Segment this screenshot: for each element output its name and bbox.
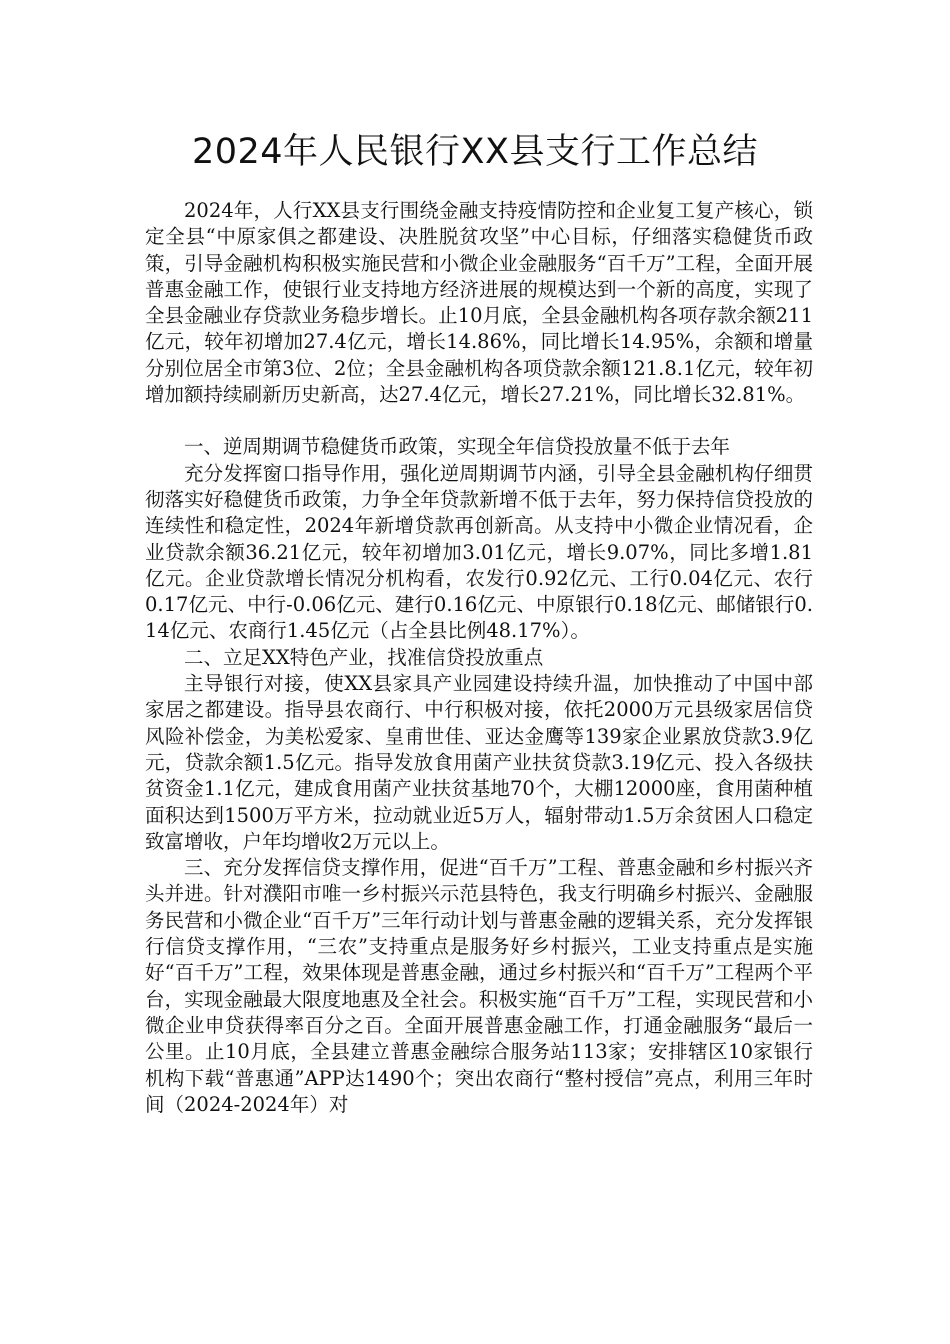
section-1-paragraph: 充分发挥窗口指导作用，强化逆周期调节内涵，引导全县金融机构仔细贯彻落实好稳健货币政策，力争全年贷款新增不低于去年，努力保持信贷投放的连续性和稳定性，2024年新增贷款再创新高。从支持中小微企业情况看，企业贷款余额36.21亿元，较年初增加3.01亿元，增长9.07%，同比多增1.81亿元。企业贷款增长情况分机构看，农发行0.92亿元、工行0.04亿元、农行0.17亿元、中行-0.06亿元、建行0.16亿元、中原银行0.18亿元、邮储银行0.14亿元、农商行1.45亿元（占全县比例48.17%）。 xyxy=(145,461,813,643)
section-2-paragraph: 主导银行对接，使XX县家具产业园建设持续升温，加快推动了中国中部家居之都建设。指导县农商行、中行积极对接，依托2000万元县级家居信贷风险补偿金，为美松爱家、皇甫世佳、亚达金鹰等139家企业累放贷款3.9亿元，贷款余额1.5亿元。指导发放食用菌产业扶贫贷款3.19亿元、投入各级扶贫资金1.1亿元，建成食用菌产业扶贫基地70个，大棚12000座，食用菌种植面积达到1500万平方米，拉动就业近5万人，辐射带动1.5万余贫困人口稳定致富增收，户年均增收2万元以上。 xyxy=(145,672,813,853)
intro-paragraph: 2024年，人行XX县支行围绕金融支持疫情防控和企业复工复产核心，锁定全县“中原家俱之都建设、决胜脱贫攻坚”中心目标，仔细落实稳健货币政策，引导金融机构积极实施民营和小微企业金融服务“百千万”工程，全面开展普惠金融工作，使银行业支持地方经济进展的规模达到一个新的高度，实现了全县金融业存贷款业务稳步增长。止10月底，全县金融机构各项存款余额211亿元，较年初增加27.4亿元，增长14.86%，同比增长14.95%，余额和增量分别位居全市第3位、2位；全县金融机构各项贷款余额121.8.1亿元，较年初增加额持续刷新历史新高，达27.4亿元，增长27.21%，同比增长32.81%。 xyxy=(145,199,813,407)
document-title: 2024年人民银行XX县支行工作总结 xyxy=(191,132,759,172)
section-heading-1: 一、逆周期调节稳健货币政策，实现全年信贷投放量不低于去年 xyxy=(184,435,731,459)
section-3-paragraph: 三、充分发挥信贷支撑作用，促进“百千万”工程、普惠金融和乡村振兴齐头并进。针对濮阳市唯一乡村振兴示范县特色，我支行明确乡村振兴、金融服务民营和小微企业“百千万”三年行动计划与普惠金融的逻辑关系，充分发挥银行信贷支撑作用，“三农”支持重点是服务好乡村振兴，工业支持重点是实施好“百千万”工程，效果体现是普惠金融，通过乡村振兴和“百千万”工程两个平台，实现金融最大限度地惠及全社会。积极实施“百千万”工程，实现民营和小微企业申贷获得率百分之百。全面开展普惠金融工作，打通金融服务“最后一公里。止10月底，全县建立普惠金融综合服务站113家；安排辖区10家银行机构下载“普惠通”APP达1490个；突出农商行“整村授信”亮点，利用三年时间（2024-2024年）对 xyxy=(145,856,813,1116)
section-heading-2: 二、立足XX特色产业，找准信贷投放重点 xyxy=(184,645,544,669)
document-body xyxy=(145,198,813,1118)
